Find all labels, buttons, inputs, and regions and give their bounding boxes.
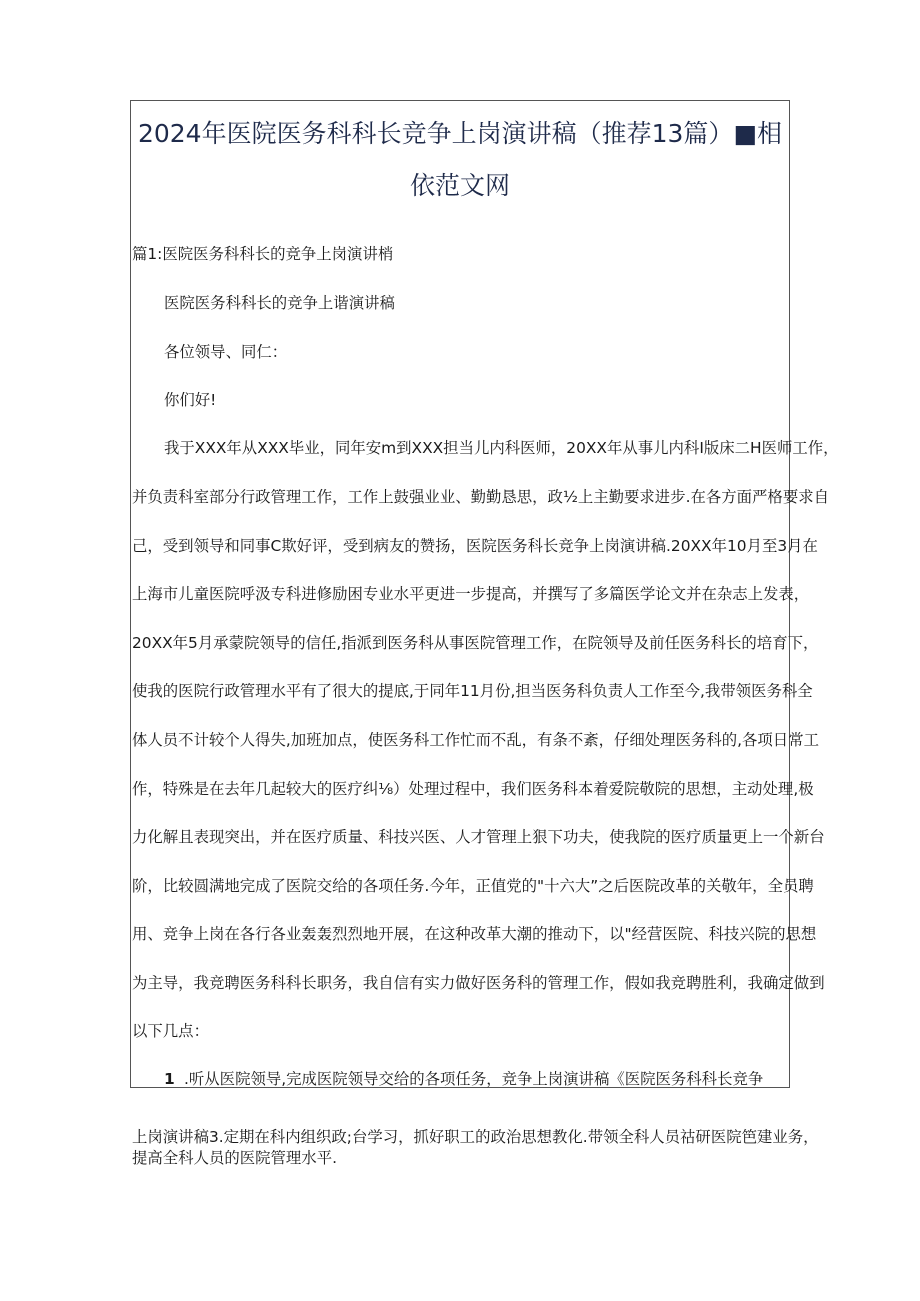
- continuation-line: 上岗演讲稿3.定期在科内组织政;台学习，抓好职工的政治思想教化.带领全科人员祜研医院笆建业务，: [132, 1128, 819, 1146]
- document-title-line-2: 依范文网: [409, 171, 510, 200]
- body-line: 并负责科室部分行政管理工作，工作上鼓强业业、勤勤恳思，政½上主勤要求进步.在各方面严格要求自: [132, 488, 829, 506]
- body-line: 用、竞争上岗在各行各业轰轰烈烈地开展，在这种改革大潮的推动下，以"经营医院、科技兴院的思想: [132, 925, 817, 943]
- body-line: 20XX年5月承蒙院领导的信任,指派到医务科从事医院管理工作，在院领导及前任医务科长的培育下，: [132, 634, 819, 652]
- list-item-text: .听从医院领导,完成医院领导交给的各项任务，竞争上岗演讲稿《医院医务科科长竞争: [184, 1070, 764, 1088]
- body-line: 力化解且表现突出，并在医疗质量、科技兴医、人才管理上狠下功夫，使我院的医疗质量更上一个新台: [132, 828, 825, 846]
- document-title-line-1: 2024年医院医务科科长竞争上岗演讲稿（推荐13篇）■相: [137, 119, 783, 148]
- body-line: 以下几点：: [132, 1022, 209, 1040]
- body-line: 体人员不计较个人得失,加班加点，使医务科工作忙而不乱，有条不紊，仔细处理医务科的,各项日常工: [132, 731, 819, 749]
- body-line: 作，特殊是在去年几起较大的医疗纠⅛）处理过程中，我们医务科本着爱院敬院的思想，主动处理,极: [132, 780, 814, 798]
- hello-line: 你们好!: [164, 391, 217, 409]
- list-item-number: 1: [164, 1070, 175, 1088]
- body-line: 上海市儿童医院呼汲专科进修励困专业水平更进一步提高，并撰写了多篇医学论文并在杂志上发表，: [132, 585, 810, 603]
- body-line: 为主导，我竞聘医务科科长职务，我自信有实力做好医务科的管理工作，假如我竞聘胜利，我确定做到: [132, 974, 825, 992]
- body-line: 使我的医院行政管理水平有了很大的提底,于同年11月份,担当医务科负责人工作至今,我带领医务科全: [132, 682, 813, 700]
- body-line: 阶，比较圆满地完成了医院交给的各项任务.今年，正值党的"十六大”之后医院改革的关敬年，全员聘: [132, 877, 814, 895]
- body-line: 我于XXX年从XXX毕业，同年安m到XXX担当儿内科医师，20XX年从事儿内科Ⅰ版床二H医师工作，: [164, 439, 839, 457]
- speech-subtitle: 医院医务科科长的竞争上谐演讲稿: [164, 294, 395, 312]
- continuation-line: 提高全科人员的医院管理水平.: [132, 1149, 337, 1167]
- body-line: 己，受到领导和同事C欺好评，受到病友的赞扬，医院医务科长竞争上岗演讲稿.20XX年10月至3月在: [132, 537, 818, 555]
- section-heading: 篇1:医院医务科科长的竞争上岗演讲梢: [132, 245, 394, 263]
- greeting: 各位领导、同仁：: [164, 343, 288, 361]
